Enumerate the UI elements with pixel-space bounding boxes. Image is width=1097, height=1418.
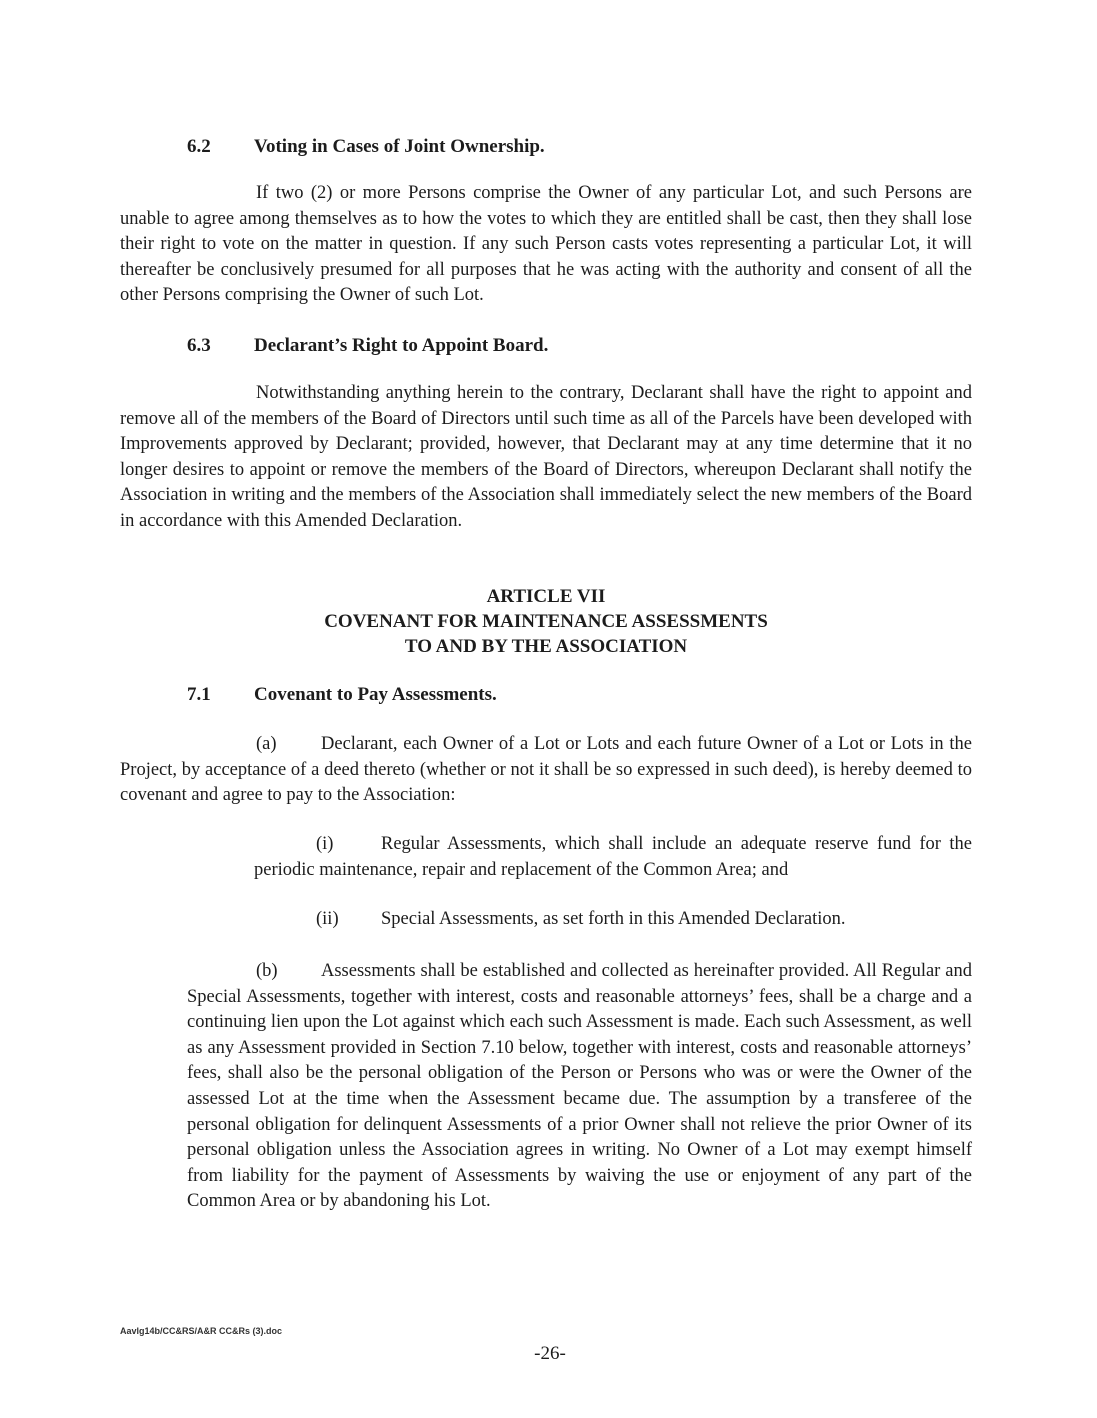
article-number: ARTICLE VII bbox=[486, 586, 606, 607]
subsection-label: (b) bbox=[256, 961, 278, 981]
subsection-text: Declarant, each Owner of a Lot or Lots and each future Owner of a Lot or Lots in the Project, by acceptance of a deed thereto (whether or not it shall be so expressed in such deed), is hereby deemed to covenant and agree to pay to the Association: bbox=[120, 734, 972, 806]
paragraph-text: Notwithstanding anything herein to the contrary, Declarant shall have the right to appoint and remove all of the members of the Board of Directors until such time as all of the Parcels have been developed with Improvements approved by Declarant; provided, however, that Declarant may at any time determine that it no longer desires to appoint or remove the members of the Board of Directors, whereupon Declarant shall notify the Association in writing and the members of the Association shall immediately select the new members of the Board in accordance with this Amended Declaration. bbox=[120, 383, 972, 531]
subsection-b bbox=[187, 959, 972, 1215]
section-number: 6.3 bbox=[187, 335, 211, 356]
section-7-1-heading bbox=[187, 683, 887, 707]
paragraph-text: If two (2) or more Persons comprise the Owner of any particular Lot, and such Persons are unable to agree among themselves as to how the votes to which they are entitled shall be cast, then they shall lose their right to vote on the matter in question. If any such Person casts votes representing a particular Lot, it will thereafter be conclusively presumed for all purposes that he was acting with the authority and consent of all the other Persons comprising the Owner of such Lot. bbox=[120, 183, 972, 306]
clause-text: Special Assessments, as set forth in this Amended Declaration. bbox=[381, 909, 846, 929]
section-number: 7.1 bbox=[187, 684, 211, 705]
page-number: -26- bbox=[534, 1343, 566, 1364]
article-title-line-2: TO AND BY THE ASSOCIATION bbox=[404, 636, 688, 657]
section-title: Voting in Cases of Joint Ownership. bbox=[254, 136, 545, 157]
footer-file-path: Aavlg14b/CC&RS/A&R CC&Rs (3).doc bbox=[120, 1326, 283, 1336]
subsection-a bbox=[120, 732, 972, 809]
article-title-line-1: COVENANT FOR MAINTENANCE ASSESSMENTS bbox=[324, 611, 768, 632]
clause-text: Regular Assessments, which shall include an adequate reserve fund for the periodic maintenance, repair and replacement of the Common Area; and bbox=[254, 834, 972, 880]
clause-label: (i) bbox=[316, 834, 334, 854]
section-number: 6.2 bbox=[187, 136, 211, 157]
article-vii-heading bbox=[120, 584, 972, 659]
section-6-2-body bbox=[120, 181, 972, 309]
clause-ii bbox=[254, 907, 972, 933]
clause-i bbox=[254, 832, 972, 883]
section-title: Covenant to Pay Assessments. bbox=[254, 684, 497, 705]
section-6-2-heading bbox=[187, 135, 887, 159]
subsection-text: Assessments shall be established and collected as hereinafter provided. All Regular and Special Assessments, together with interest, costs and reasonable attorneys’ fees, shall be a charge and a continuing lien upon the Lot against which each such Assessment is made. Each such Assessment, as well as any Assessment provided in Section 7.10 below, together with interest, costs and reasonable attorneys’ fees, shall also be the personal obligation of the Person or Persons who was or were the Owner of the assessed Lot at the time when the Assessment became due. The assumption by a transferee of the personal obligation for delinquent Assessments of a prior Owner shall not relieve the prior Owner of its personal obligation unless the Association agrees in writing. No Owner of a Lot may exempt himself from liability for the payment of Assessments by waiving the use or enjoyment of any part of the Common Area or by abandoning his Lot. bbox=[187, 961, 972, 1212]
section-6-3-body bbox=[120, 381, 972, 535]
section-title: Declarant’s Right to Appoint Board. bbox=[254, 335, 549, 356]
clause-label: (ii) bbox=[316, 909, 339, 929]
section-6-3-heading bbox=[187, 334, 887, 358]
subsection-label: (a) bbox=[256, 734, 277, 754]
